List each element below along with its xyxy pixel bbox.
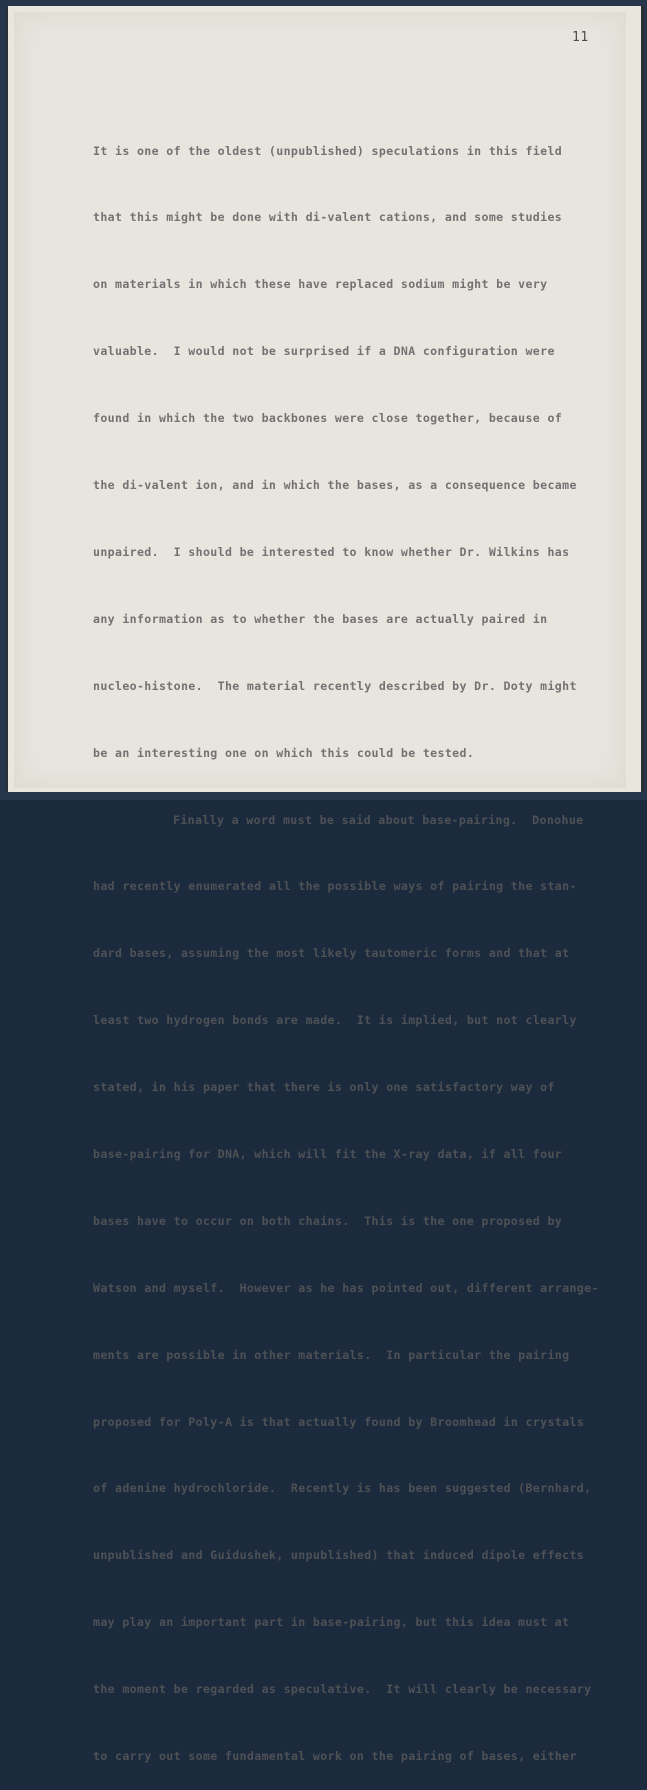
text-line: that this might be done with di-valent cations, and some studies — [93, 210, 563, 225]
page-number: 11 — [572, 30, 589, 45]
text-line: least two hydrogen bonds are made. It is implied, but not clearly — [93, 1013, 577, 1028]
text-line: the di-valent ion, and in which the bases, as a consequence became — [93, 478, 577, 493]
text-line: unpublished and Guidushek, unpublished) that induced dipole effects — [93, 1548, 585, 1563]
text-line: on materials in which these have replaced sodium might be very — [93, 277, 548, 292]
text-line: may play an important part in base-pairing, but this idea must at — [93, 1615, 570, 1630]
text-line: proposed for Poly-A is that actually found by Broomhead in crystals — [93, 1414, 585, 1429]
text-line: Watson and myself. However as he has pointed out, different arrange- — [93, 1280, 599, 1295]
text-line: It is one of the oldest (unpublished) speculations in this field — [93, 143, 563, 158]
text-line: the moment be regarded as speculative. It will clearly be necessary — [93, 1682, 592, 1697]
text-line: be an interesting one on which this could be tested. — [93, 745, 475, 760]
text-line: bases have to occur on both chains. This is the one proposed by — [93, 1213, 563, 1228]
text-line: of adenine hydrochloride. Recently is has been suggested (Bernhard, — [93, 1481, 592, 1496]
text-line: base-pairing for DNA, which will fit the X-ray data, if all four — [93, 1146, 563, 1161]
text-line: dard bases, assuming the most likely tautomeric forms and that at — [93, 946, 570, 961]
text-line: unpaired. I should be interested to know whether Dr. Wilkins has — [93, 544, 570, 559]
text-line: nucleo-histone. The material recently described by Dr. Doty might — [93, 678, 577, 693]
text-line: stated, in his paper that there is only one satisfactory way of — [93, 1080, 555, 1095]
body-text — [93, 95, 613, 1790]
paragraph-start-line: Finally a word must be said about base-pairing. Donohue — [173, 812, 584, 827]
text-line: found in which the two backbones were close together, because of — [93, 411, 563, 426]
text-line: any information as to whether the bases are actually paired in — [93, 611, 548, 626]
text-line: had recently enumerated all the possible ways of pairing the stan- — [93, 879, 577, 894]
text-line: to carry out some fundamental work on the pairing of bases, either — [93, 1748, 577, 1763]
text-line: valuable. I would not be surprised if a DNA configuration were — [93, 344, 555, 359]
text-line: ments are possible in other materials. In particular the pairing — [93, 1347, 570, 1362]
